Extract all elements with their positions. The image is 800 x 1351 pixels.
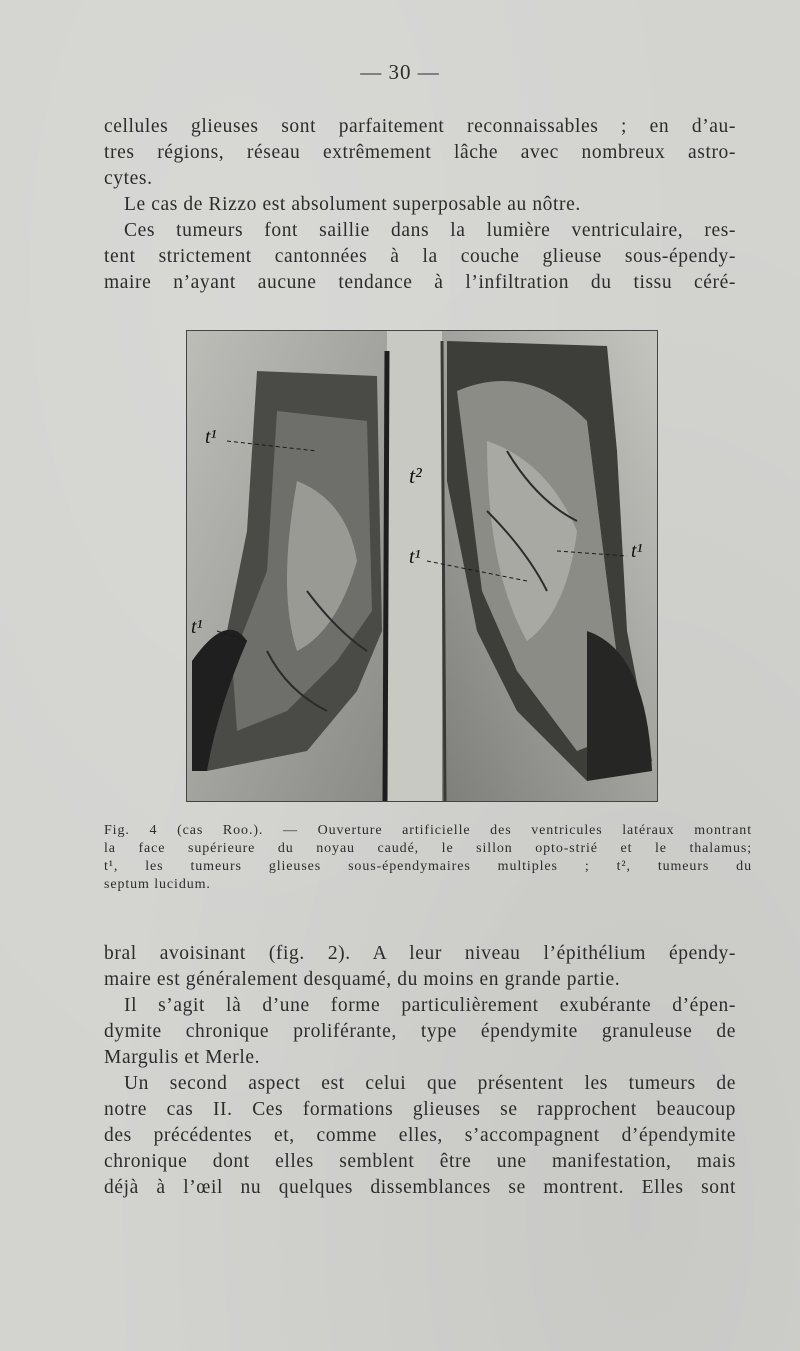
text-line: cellules glieuses sont parfaitement reconnaissables ; en d’au- (104, 116, 736, 137)
text-line: tent strictement cantonnées à la couche glieuse sous-épendy- (104, 246, 736, 267)
label-t1-lower: t¹ (191, 616, 203, 638)
paragraph-bral (104, 941, 736, 993)
text-line: tres régions, réseau extrêmement lâche avec nombreux astro- (104, 142, 736, 163)
text-line: Ces tumeurs font saillie dans la lumière ventriculaire, res- (124, 220, 736, 241)
page-number: — 30 — (360, 60, 440, 84)
text-line: maire est généralement desquamé, du moins en grande partie. (104, 969, 621, 990)
text-line: déjà à l’œil nu quelques dissemblances se montrent. Elles sont (104, 1177, 736, 1198)
paragraph-cellules (104, 114, 736, 192)
figure-caption (104, 822, 752, 894)
figure-illustration (187, 331, 657, 801)
label-t1-right: t¹ (631, 540, 643, 562)
text-line: notre cas II. Ces formations glieuses se rapprochent beaucoup (104, 1099, 736, 1120)
text-line: chronique dont elles semblent être une manifestation, mais (104, 1151, 736, 1172)
anatomical-photograph (186, 330, 658, 802)
label-t2-middle: t² (409, 463, 422, 488)
text-line: cytes. (104, 168, 153, 189)
text-line: maire n’ayant aucune tendance à l’infiltration du tissu céré- (104, 272, 736, 293)
text-line: Margulis et Merle. (104, 1047, 261, 1068)
caption-line: Fig. 4 (cas Roo.). — Ouverture artificielle des ventricules latéraux montrant (104, 823, 752, 838)
caption-line: t¹, les tumeurs glieuses sous-épendymaires multiples ; t², tumeurs du (104, 859, 752, 874)
text-line: Un second aspect est celui que présentent les tumeurs de (124, 1073, 736, 1094)
text-line: Le cas de Rizzo est absolument superposable au nôtre. (124, 194, 581, 215)
paragraph-second (104, 1071, 736, 1201)
text-line: des précédentes et, comme elles, s’accompagnent d’épendymite (104, 1125, 736, 1146)
paragraph-rizzo (104, 192, 736, 218)
paragraph-tumeurs (104, 218, 736, 296)
text-line: dymite chronique proliférante, type épendymite granuleuse de (104, 1021, 736, 1042)
text-line: bral avoisinant (fig. 2). A leur niveau l’épithélium épendy- (104, 943, 736, 964)
text-line: Il s’agit là d’une forme particulièrement exubérante d’épen- (124, 995, 736, 1016)
label-t1-upper: t¹ (205, 426, 217, 448)
caption-line: la face supérieure du noyau caudé, le sillon opto-strié et le thalamus; (104, 841, 752, 856)
label-t1-middle: t¹ (409, 546, 421, 568)
caption-line: septum lucidum. (104, 877, 211, 892)
paragraph-forme (104, 993, 736, 1071)
